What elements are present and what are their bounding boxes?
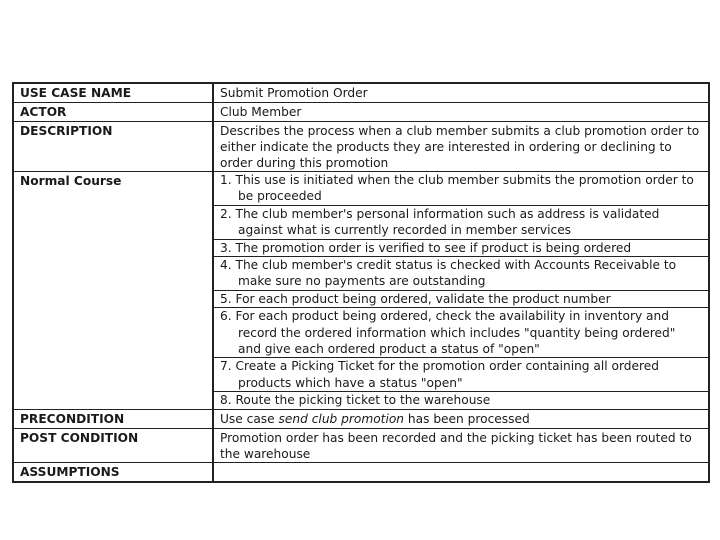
use-case-table — [12, 82, 710, 483]
use-case-name-label: USE CASE NAME — [14, 84, 214, 102]
list-item: 1. This use is initiated when the club member submits the promotion order to be proceeded — [220, 173, 694, 204]
precondition-prefix: Use case — [220, 411, 279, 426]
row-normal-course — [14, 171, 708, 409]
list-item: 6. For each product being ordered, check the availability in inventory and record the ordered information which includes "quantity being ordered" and give each ordered product a status of "open" — [214, 307, 708, 357]
list-item: 2. The club member's personal information such as address is validated against what is currently recorded in member services — [214, 205, 708, 239]
list-item: 3. The promotion order is verified to see if product is being ordered — [214, 239, 708, 256]
precondition-label: PRECONDITION — [14, 410, 214, 428]
precondition-suffix: has been processed — [404, 411, 530, 426]
row-precondition — [14, 409, 708, 428]
description-value: Describes the process when a club member submits a club promotion order to either indicate the products they are interested in ordering or declining to order during this promotion — [220, 124, 700, 170]
post-condition-label: POST CONDITION — [14, 429, 214, 462]
list-item: 5. For each product being ordered, validate the product number — [214, 290, 708, 307]
actor-value: Club Member — [220, 105, 302, 119]
row-use-case-name — [14, 84, 708, 102]
assumptions-value — [214, 463, 708, 481]
row-description — [14, 121, 708, 171]
precondition-value — [214, 410, 708, 428]
actor-label: ACTOR — [14, 103, 214, 121]
row-actor — [14, 102, 708, 121]
precondition-emphasis: send club promotion — [278, 411, 405, 426]
normal-course-label: Normal Course — [14, 172, 214, 409]
post-condition-value: Promotion order has been recorded and the picking ticket has been routed to the warehouse — [220, 430, 692, 461]
description-label: DESCRIPTION — [14, 122, 214, 171]
list-item: 8. Route the picking ticket to the warehouse — [214, 391, 708, 408]
normal-course-steps — [214, 172, 708, 409]
use-case-name-value: Submit Promotion Order — [220, 86, 368, 100]
list-item: 7. Create a Picking Ticket for the promotion order containing all ordered products which have a status "open" — [214, 357, 708, 391]
list-item: 4. The club member's credit status is checked with Accounts Receivable to make sure no payments are outstanding — [214, 256, 708, 290]
assumptions-label: ASSUMPTIONS — [14, 463, 214, 481]
row-post-condition — [14, 428, 708, 462]
row-assumptions — [14, 462, 708, 481]
